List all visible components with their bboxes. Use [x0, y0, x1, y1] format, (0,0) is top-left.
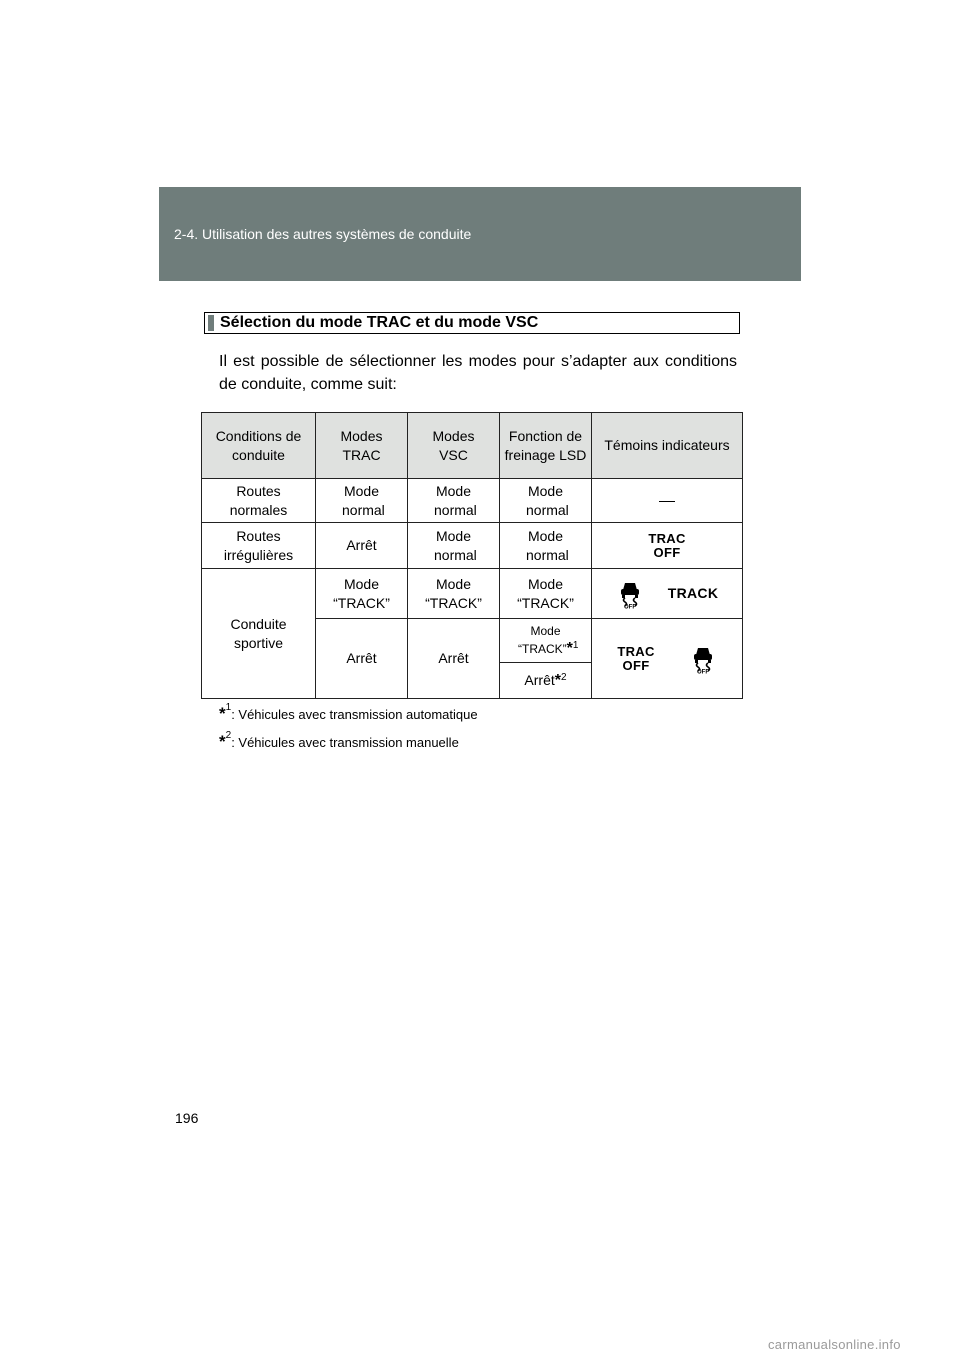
section-heading-marker [208, 315, 214, 331]
trac-off-indicator: TRAC OFF [617, 643, 655, 673]
svg-text:OFF: OFF [696, 669, 709, 674]
cell-lsd: Mode normal [500, 479, 592, 523]
trac-off-indicator: TRAC OFF [648, 530, 686, 560]
cell-vsc: Mode normal [408, 479, 500, 523]
header-lsd-function: Fonction de freinage LSD [500, 413, 592, 479]
intro-paragraph: Il est possible de sélectionner les modes pour s’adapter aux conditions de conduite, comme suit: [219, 353, 737, 393]
cell-lsd: Mode normal [500, 523, 592, 569]
header-trac-modes: Modes TRAC [316, 413, 408, 479]
cell-trac: Arrêt [316, 523, 408, 569]
cell-vsc: Arrêt [408, 619, 500, 699]
cell-condition: Routes normales [202, 479, 316, 523]
cell-lsd-automatic: Mode “TRACK”*$^1$ [500, 619, 592, 663]
footnote-1: *$^1$: Véhicules avec transmission automatique [219, 702, 478, 723]
header-conditions: Conditions de conduite [202, 413, 316, 479]
cell-lsd: Mode “TRACK” [500, 569, 592, 619]
table-row [202, 523, 743, 569]
cell-indicator [592, 619, 743, 699]
table-row [202, 569, 743, 619]
svg-text:OFF: OFF [623, 604, 636, 609]
cell-condition: Routes irrégulières [202, 523, 316, 569]
table-row [202, 479, 743, 523]
section-heading [204, 312, 740, 334]
vsc-off-icon [616, 579, 644, 609]
cell-indicator [592, 569, 743, 619]
chapter-header-title: 2-4. Utilisation des autres systèmes de conduite [174, 226, 472, 242]
vsc-off-icon [689, 644, 717, 674]
dash-symbol [659, 501, 675, 502]
cell-lsd-manual: Arrêt*$^2$ [500, 663, 592, 699]
cell-trac: Mode normal [316, 479, 408, 523]
footnote-mark: * [554, 672, 561, 689]
cell-trac: Arrêt [316, 619, 408, 699]
cell-condition: Conduite sportive [202, 569, 316, 699]
footnote-mark: * [566, 640, 573, 657]
cell-indicator-none [592, 479, 743, 523]
header-indicators: Témoins indicateurs [592, 413, 743, 479]
cell-vsc: Mode “TRACK” [408, 569, 500, 619]
watermark: carmanualsonline.info [768, 1337, 901, 1352]
section-heading-title: Sélection du mode TRAC et du mode VSC [220, 314, 539, 331]
page-number: 196 [175, 1110, 199, 1126]
cell-indicator [592, 523, 743, 569]
table-header-row [202, 413, 743, 479]
header-vsc-modes: Modes VSC [408, 413, 500, 479]
footnote-2: *$^2$: Véhicules avec transmission manuelle [219, 730, 459, 751]
cell-trac: Mode “TRACK” [316, 569, 408, 619]
cell-vsc: Mode normal [408, 523, 500, 569]
modes-table [201, 412, 743, 699]
track-indicator: TRACK [667, 585, 719, 601]
